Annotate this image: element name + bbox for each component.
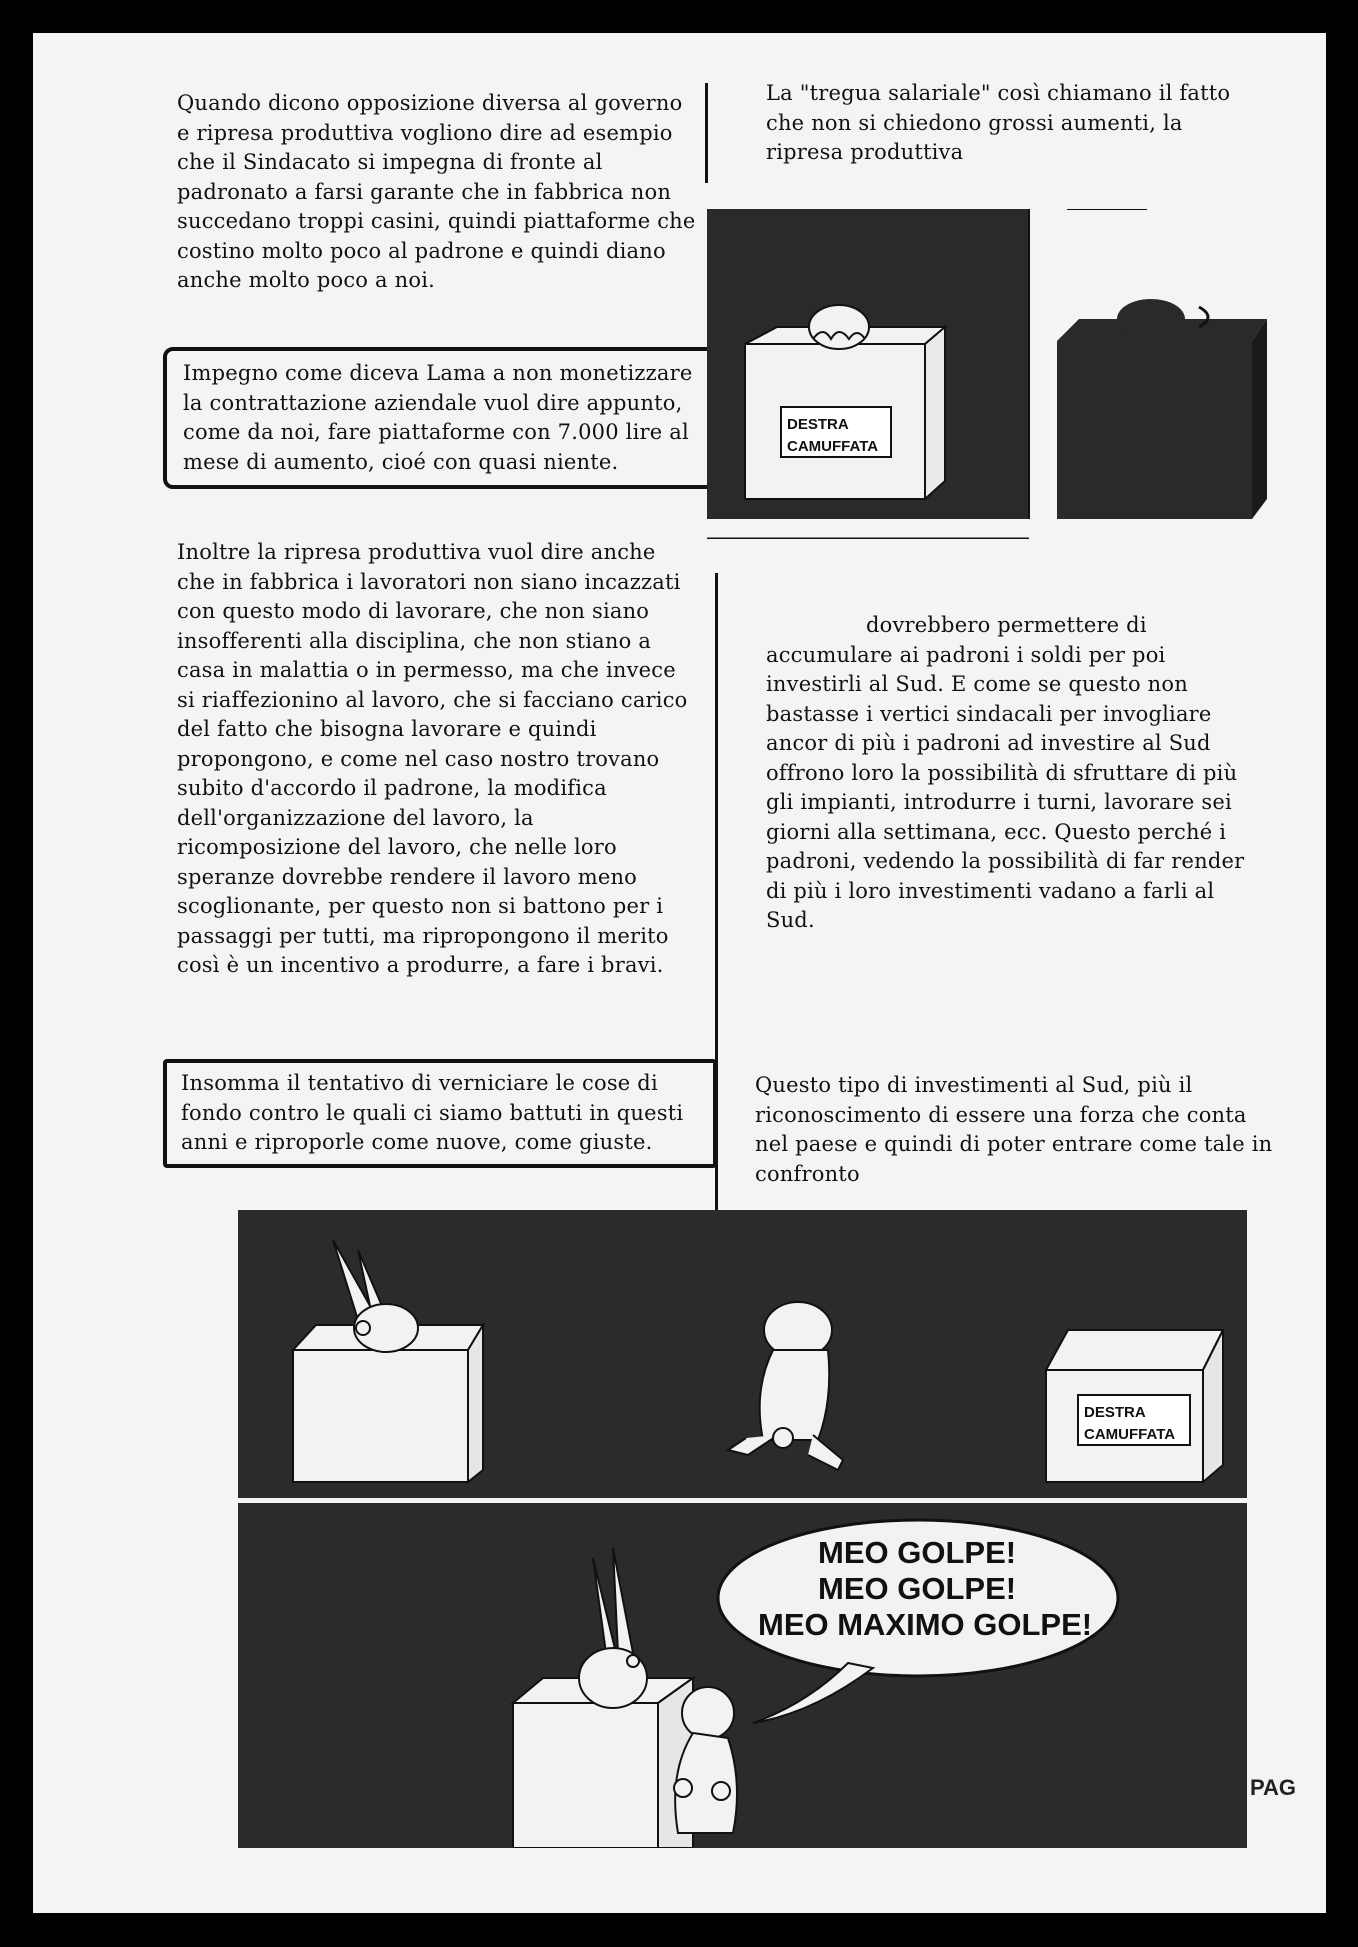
left-boxed-note-1: Impegno come diceva Lama a non monetizzare la contrattazione aziendale vuol dire appunto, come da noi, fare piattaforme con 7.000 lire al mese di aumento, cioé con quasi niente. [163, 347, 721, 489]
bottom-comic-panel-2 [238, 1503, 1247, 1848]
bottom-comic-panel-1 [238, 1210, 1247, 1498]
right-paragraph-2: dovrebbero permettere di accumulare ai padroni i soldi per poi investirli al Sud. E come se questo non bastasse i vertici sindacali per invogliare ancor di più i padroni ad investire al Sud offrono loro la possibilità di sfruttare di più gli impianti, introdurre i turni, lavorare sei giorni alla settimana, ecc. Questo perché i padroni, vedendo la possibilità di far render di più i loro investimenti vadano a farli al Sud. [766, 613, 1245, 932]
left-boxed-note-2: Insomma il tentativo di verniciare le cose di fondo contro le quali ci siamo battuti in questi anni e riproporle come nuove, come giuste. [163, 1059, 717, 1168]
top-comic-strip [707, 209, 1304, 539]
box-label-line1-bottom: DESTRA [1084, 1404, 1146, 1421]
speech-line-1: MEO GOLPE! [818, 1535, 1017, 1570]
right-paragraph-3: Questo tipo di investimenti al Sud, più il riconoscimento di essere una forza che conta nel paese e quindi di poter entrare come tale in confronto [755, 1073, 1273, 1186]
column-divider-top [705, 83, 708, 183]
box-label-line2-top: CAMUFFATA [787, 438, 879, 455]
comic-panel-2-svg [238, 1503, 1247, 1848]
left-paragraph-2: Inoltre la ripresa produttiva vuol dire anche che in fabbrica i lavoratori non siano incazzati con questo modo di lavorare, che non siano insofferenti alla disciplina, che non stiano a casa in malattia o in permesso, ma che invece si riaffezionino al lavoro, che si facciano carico del fatto che bisogna lavorare e quindi propongono, e come nel caso nostro trovano subito d'accordo il padrone, la modifica dell'organizzazione del lavoro, la ricomposizione del lavoro, che nelle loro speranze dovrebbe rendere il lavoro meno scoglionante, per questo non si battono per i passaggi per tutti, ma ripropongono il merito così è un incentivo a produrre, a fare i bravi. [177, 540, 688, 977]
left-paragraph-1: Quando dicono opposizione diversa al governo e ripresa produttiva vogliono dire ad esempio che il Sindacato si impegna di fronte al padronato a farsi garante che in fabbrica non succedano troppi casini, quindi piattaforme che costino molto poco al padrone e quindi diano anche molto poco a noi. [177, 91, 696, 292]
top-comic-svg [707, 209, 1304, 539]
box-label-line1-top: DESTRA [787, 416, 849, 433]
document-page [33, 33, 1326, 1913]
box-label-line2-bottom: CAMUFFATA [1084, 1426, 1176, 1443]
speech-line-3: MEO MAXIMO GOLPE! [758, 1607, 1093, 1642]
comic-panel-1-svg [238, 1210, 1247, 1498]
right-paragraph-1: La "tregua salariale" così chiamano il fatto che non si chiedono grossi aumenti, la ripresa produttiva [766, 81, 1231, 164]
speech-line-2: MEO GOLPE! [818, 1571, 1017, 1606]
artist-signature: PAG [1249, 1775, 1296, 1800]
column-divider-bottom [715, 573, 718, 1211]
